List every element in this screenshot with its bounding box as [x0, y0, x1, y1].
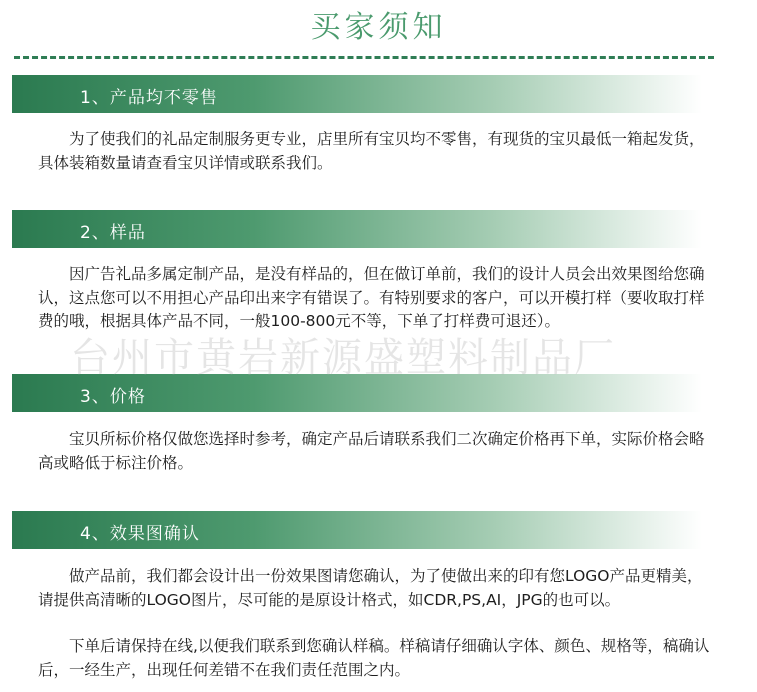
section-heading: 1、产品均不零售	[80, 88, 218, 108]
section-1-paragraph: 为了使我们的礼品定制服务更专业，店里所有宝贝均不零售，有现货的宝贝最低一箱起发货，具体装箱数量请查看宝贝详情或联系我们。	[38, 130, 705, 172]
section-4-paragraph-1: 做产品前，我们都会设计出一份效果图请您确认，为了使做出来的印有您LOGO产品更精美，请提供高清晰的LOGO图片，尽可能的是原设计格式，如CDR,PS,AI，JPG的也可以。	[38, 567, 703, 609]
section-header-4	[12, 511, 702, 549]
section-header-1	[12, 75, 702, 113]
section-header-2	[12, 210, 702, 248]
section-4-paragraph-2: 下单后请保持在线,以便我们联系到您确认样稿。样稿请仔细确认字体、颜色、规格等，稿确认后，一经生产，出现任何差错不在我们责任范围之内。	[38, 637, 710, 679]
watermark-text: 台州市黄岩新源盛塑料制品厂	[70, 335, 616, 381]
section-heading: 4、效果图确认	[80, 524, 200, 544]
dashed-divider	[14, 56, 714, 59]
section-3-paragraph: 宝贝所标价格仅做您选择时参考，确定产品后请联系我们二次确定价格再下单，实际价格会略高或略低于标注价格。	[38, 430, 705, 472]
page-title: 买家须知	[310, 10, 447, 45]
section-2-paragraph: 因广告礼品多属定制产品，是没有样品的，但在做订单前，我们的设计人员会出效果图给您确认，这点您可以不用担心产品印出来字有错误了。有特别要求的客户，可以开模打样（要收取打样费的哦，根据具体产品不同，一般100-800元不等，下单了打样费可退还）。	[38, 265, 705, 330]
section-header-3	[12, 374, 702, 412]
section-heading: 3、价格	[80, 387, 146, 407]
section-heading: 2、样品	[80, 223, 146, 243]
